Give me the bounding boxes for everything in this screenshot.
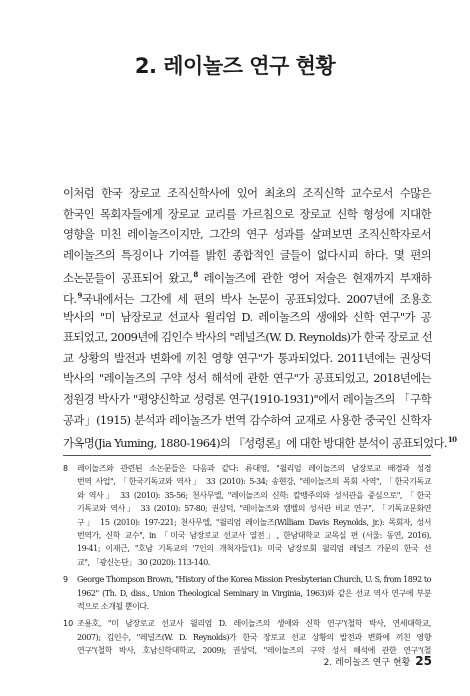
footnote-line: 구」 15 (2010): 197-221; 천사무엘, "윌리엄 레이놀즈(William Davis Reynolds, jr.): 목회자, 성서 [77,517,431,527]
footnote-line: 기독교와 역사」 33 (2010): 57-80; 권상덕, "레이놀즈와 캠벨의 성서관 비교 연구", 「기독교문화연 [77,504,431,514]
footnote-line: 교", 「광신논단」 30 (2020): 113-140. [77,557,210,567]
body-line: 표되었고, 2009년에 김인수 박사의 "레널즈(W. D. Reynolds)가 한국 장로교 선 [63,330,433,345]
footnote-ref-10[interactable]: 10 [447,435,457,445]
footnote-line: George Thompson Brown, "History of the Korea Mission Presbyterian Church, U. S, from 1892 to [77,575,431,585]
body-text-segment: 국내에서는 그간에 세 편의 박사 논문이 공표되었다. 2007년에 조용호 [81,291,431,306]
body-line: 레이놀즈의 특징이나 기여를 밝힌 종합적인 글들이 없다시피 하다. 몇 편의 [63,247,431,262]
body-line: 박사의 "미 남장로교 선교사 윌리엄 D. 레이놀즈의 생애와 신학 연구"가 공 [63,309,431,324]
footnote-line: 와 역사」 33 (2010): 35-56; 천사무엘, "레이놀즈의 신학: 칼뱅주의와 성서관을 중심으로", 「한국 [77,490,431,500]
body-text-segment: 가옥명(Jia Yuming, 1880-1964)의 『성령론』에 대한 방대한 분석이 공표되었다. [63,436,447,451]
footnote-number: 8 [63,464,69,473]
body-line: 이처럼 한국 장로교 조직신학사에 있어 최초의 조직신학 교수로서 수많은 [63,186,431,200]
footnote-divider [63,455,431,456]
footnote-line: 조용호, "미 남장로교 선교사 윌리엄 D. 레이놀즈의 생애와 신학 연구"(철학 박사, 연세대학교, [77,619,431,629]
body-line: 교 상황의 발전과 변화에 끼친 영향 연구"가 통과되었다. 2011년에는 권상덕 [63,350,431,365]
running-head: 2. 레이놀즈 연구 현황 [323,658,411,668]
page-number: 25 [415,654,432,668]
body-line [63,430,457,451]
footnote-9 [63,573,431,613]
body-paragraph [63,183,457,451]
body-line [63,286,431,307]
footnote-line: 적으로 소개될 뿐이다. [77,602,149,612]
page-footer [324,654,432,668]
body-text-segment: 다. [63,291,77,306]
body-line: 정원경 박사가 "평양신학교 성령론 연구(1910-1931)"에서 레이놀즈의 「구학 [63,391,431,406]
footnote-number: 9 [63,575,69,585]
body-text-segment: 레이놀즈에 관한 영어 저술은 현재까지 부재하 [197,271,431,286]
footnote-line: 번역 사업", 「한국기독교와 역사」 33 (2010): 5-34; 송현강, "레이놀즈의 목회 사역", 「한국기독교 [77,477,431,487]
body-line: 공과」(1915) 분석과 레이놀즈가 번역 감수하여 교재로 사용한 중국인 신학자 [63,412,431,427]
footnotes [63,462,431,662]
footnote-number: 10 [63,619,74,629]
footnote-line: 19-41; 이재근, "호남 기독교의 '7인의 개척자들'(1): 미국 남장로회 윌리엄 레널즈 가문의 한국 선 [77,544,431,554]
footnote-ref-8[interactable]: 8 [193,270,198,280]
footnote-8 [63,462,431,569]
footnote-line: 1962" (Th. D, diss., Union Theological Seminary in Virginia, 1963)와 같은 선교 역사 연구에 부분 [77,588,431,598]
footnote-line: 레이놀즈와 관련된 소논문들은 다음과 같다: 류대영, "윌리엄 레이놀즈의 남장로교 배경과 성경 [77,464,431,473]
footnote-line: 번역가, 신학 교수", in 「미국 남장로교 선교사 열전」, 한남대학교 교목실 편 (서울: 동연, 2016), [77,531,431,541]
body-text-segment: 소논문들이 공표되어 왔고, [63,271,193,286]
body-line: 박사의 "레이놀즈의 구약 성서 해석에 관한 연구"가 공표되었고, 2018년에는 [63,371,431,386]
footnote-ref-9[interactable]: 9 [77,290,82,300]
body-line [63,265,431,286]
footnote-line: 2007); 김인수, "레널즈(W. D. Reynolds)가 한국 장로교 선교 상황의 발전과 변화에 끼친 영향 [77,632,431,642]
footnote-10 [63,617,431,657]
body-line: 영향을 미친 레이놀즈이지만, 그간의 연구 성과를 살펴보면 조직신학자로서 [63,227,431,242]
footnote-line: 연구"(철학 박사, 호남신학대학교, 2009); 권상덕, "레이놀즈의 구약 성서 해석에 관한 연구"(철 [77,646,431,656]
body-line: 한국인 목회자들에게 장로교 교리를 가르침으로 장로교 신학 형성에 지대한 [63,206,431,221]
chapter-title: 2. 레이놀즈 연구 현황 [134,54,336,79]
